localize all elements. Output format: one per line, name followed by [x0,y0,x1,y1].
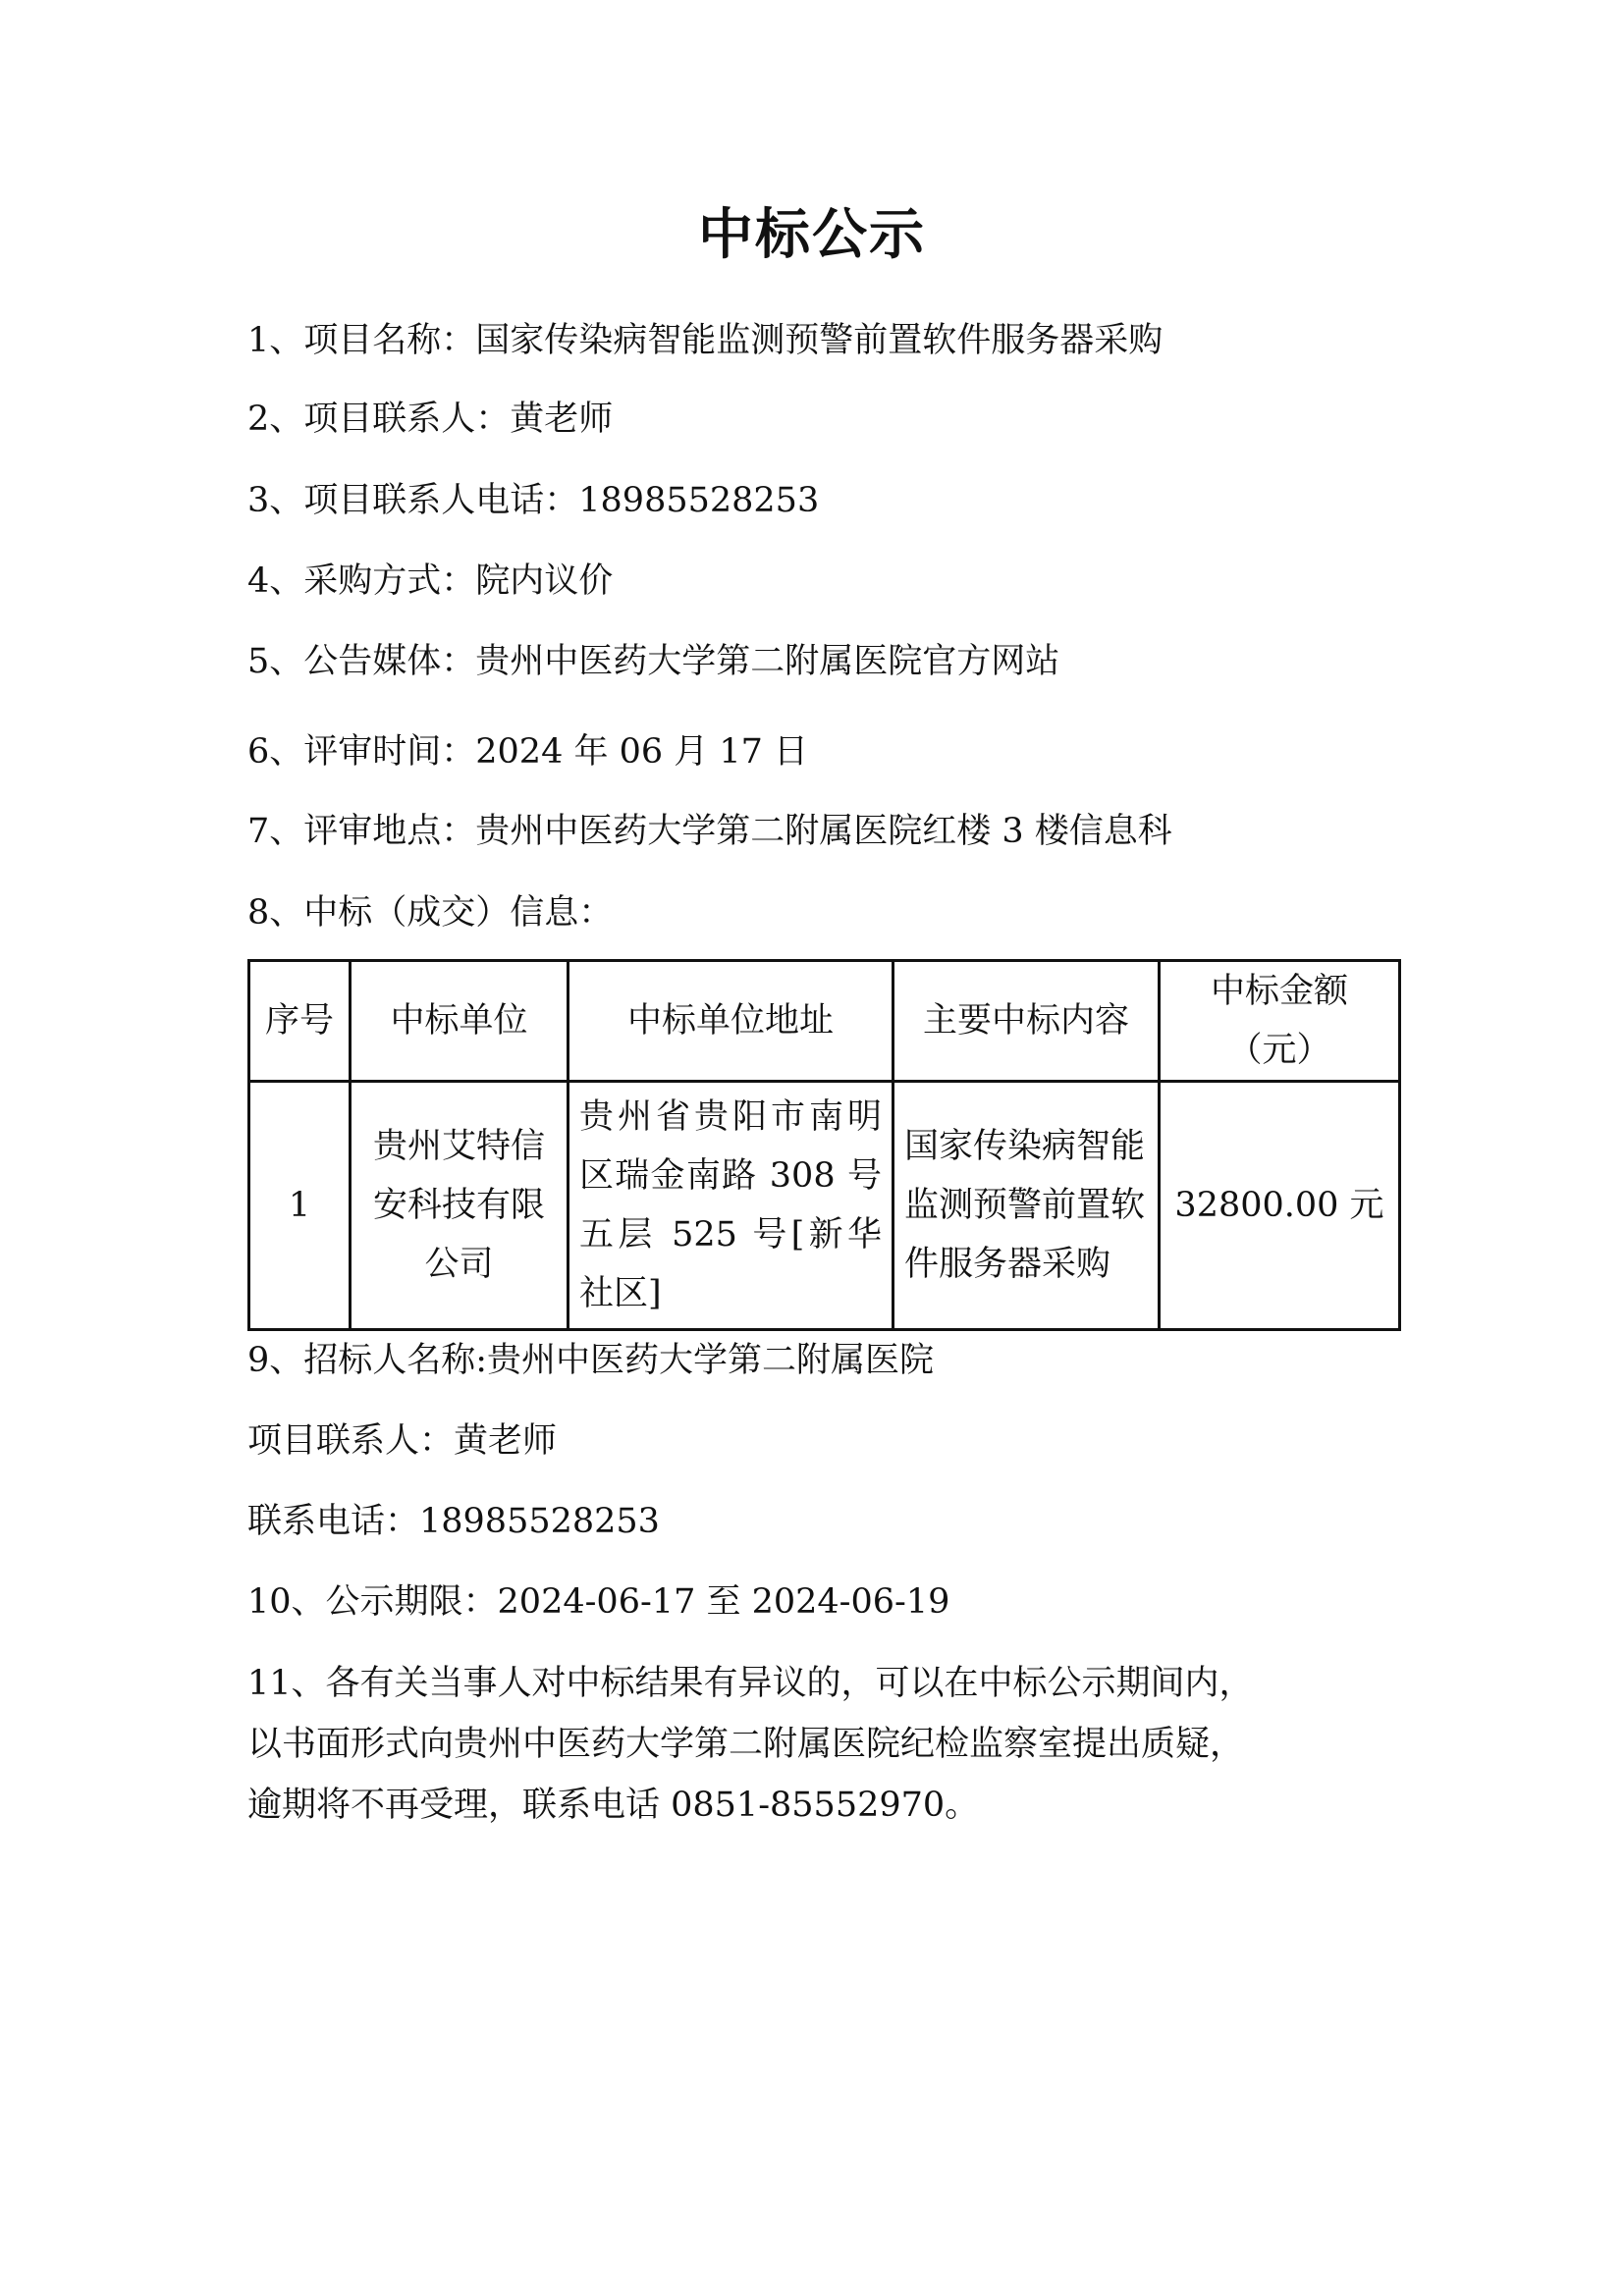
cell-index: 1 [249,1082,351,1330]
cell-winning-unit: 贵州艾特信安科技有限公司 [351,1082,568,1330]
cell-amount: 32800.00 元 [1160,1082,1400,1330]
table-header-row [249,961,1400,1082]
contact-person-line: 项目联系人：黄老师 [247,1421,558,1461]
project-contact-line: 2、项目联系人：黄老师 [247,400,614,439]
table-row [249,1082,1400,1330]
contact-phone-line: 联系电话：18985528253 [247,1502,660,1541]
project-name-line: 1、项目名称：国家传染病智能监测预警前置软件服务器采购 [247,321,1164,360]
review-time-line: 6、评审时间：2024 年 06 月 17 日 [247,732,809,772]
objection-notice-line-2: 以书面形式向贵州中医药大学第二附属医院纪检监察室提出质疑， [247,1725,1245,1764]
header-unit-address: 中标单位地址 [568,961,893,1082]
project-contact-phone-line: 3、项目联系人电话：18985528253 [247,481,820,520]
header-amount: 中标金额（元） [1160,961,1400,1082]
procurement-method-line: 4、采购方式：院内议价 [247,561,614,601]
cell-main-content: 国家传染病智能监测预警前置软件服务器采购 [893,1082,1160,1330]
tenderer-name-line: 9、招标人名称:贵州中医药大学第二附属医院 [247,1341,935,1380]
header-index: 序号 [249,961,351,1082]
cell-unit-address: 贵州省贵阳市南明区瑞金南路 308 号五层 525 号[新华社区] [568,1082,893,1330]
header-main-content: 主要中标内容 [893,961,1160,1082]
objection-notice-line-3: 逾期将不再受理，联系电话 0851-85552970。 [247,1786,980,1825]
announcement-media-line: 5、公告媒体：贵州中医药大学第二附属医院官方网站 [247,642,1060,681]
objection-notice-line-1: 11、各有关当事人对中标结果有异议的，可以在中标公示期间内， [247,1664,1254,1703]
review-location-line: 7、评审地点：贵州中医药大学第二附属医院红楼 3 楼信息科 [247,812,1172,851]
page-title: 中标公示 [698,203,926,267]
winning-bid-table [247,959,1401,1331]
winning-info-heading: 8、中标（成交）信息： [247,893,614,933]
publicity-period-line: 10、公示期限：2024-06-17 至 2024-06-19 [247,1582,950,1622]
header-winning-unit: 中标单位 [351,961,568,1082]
